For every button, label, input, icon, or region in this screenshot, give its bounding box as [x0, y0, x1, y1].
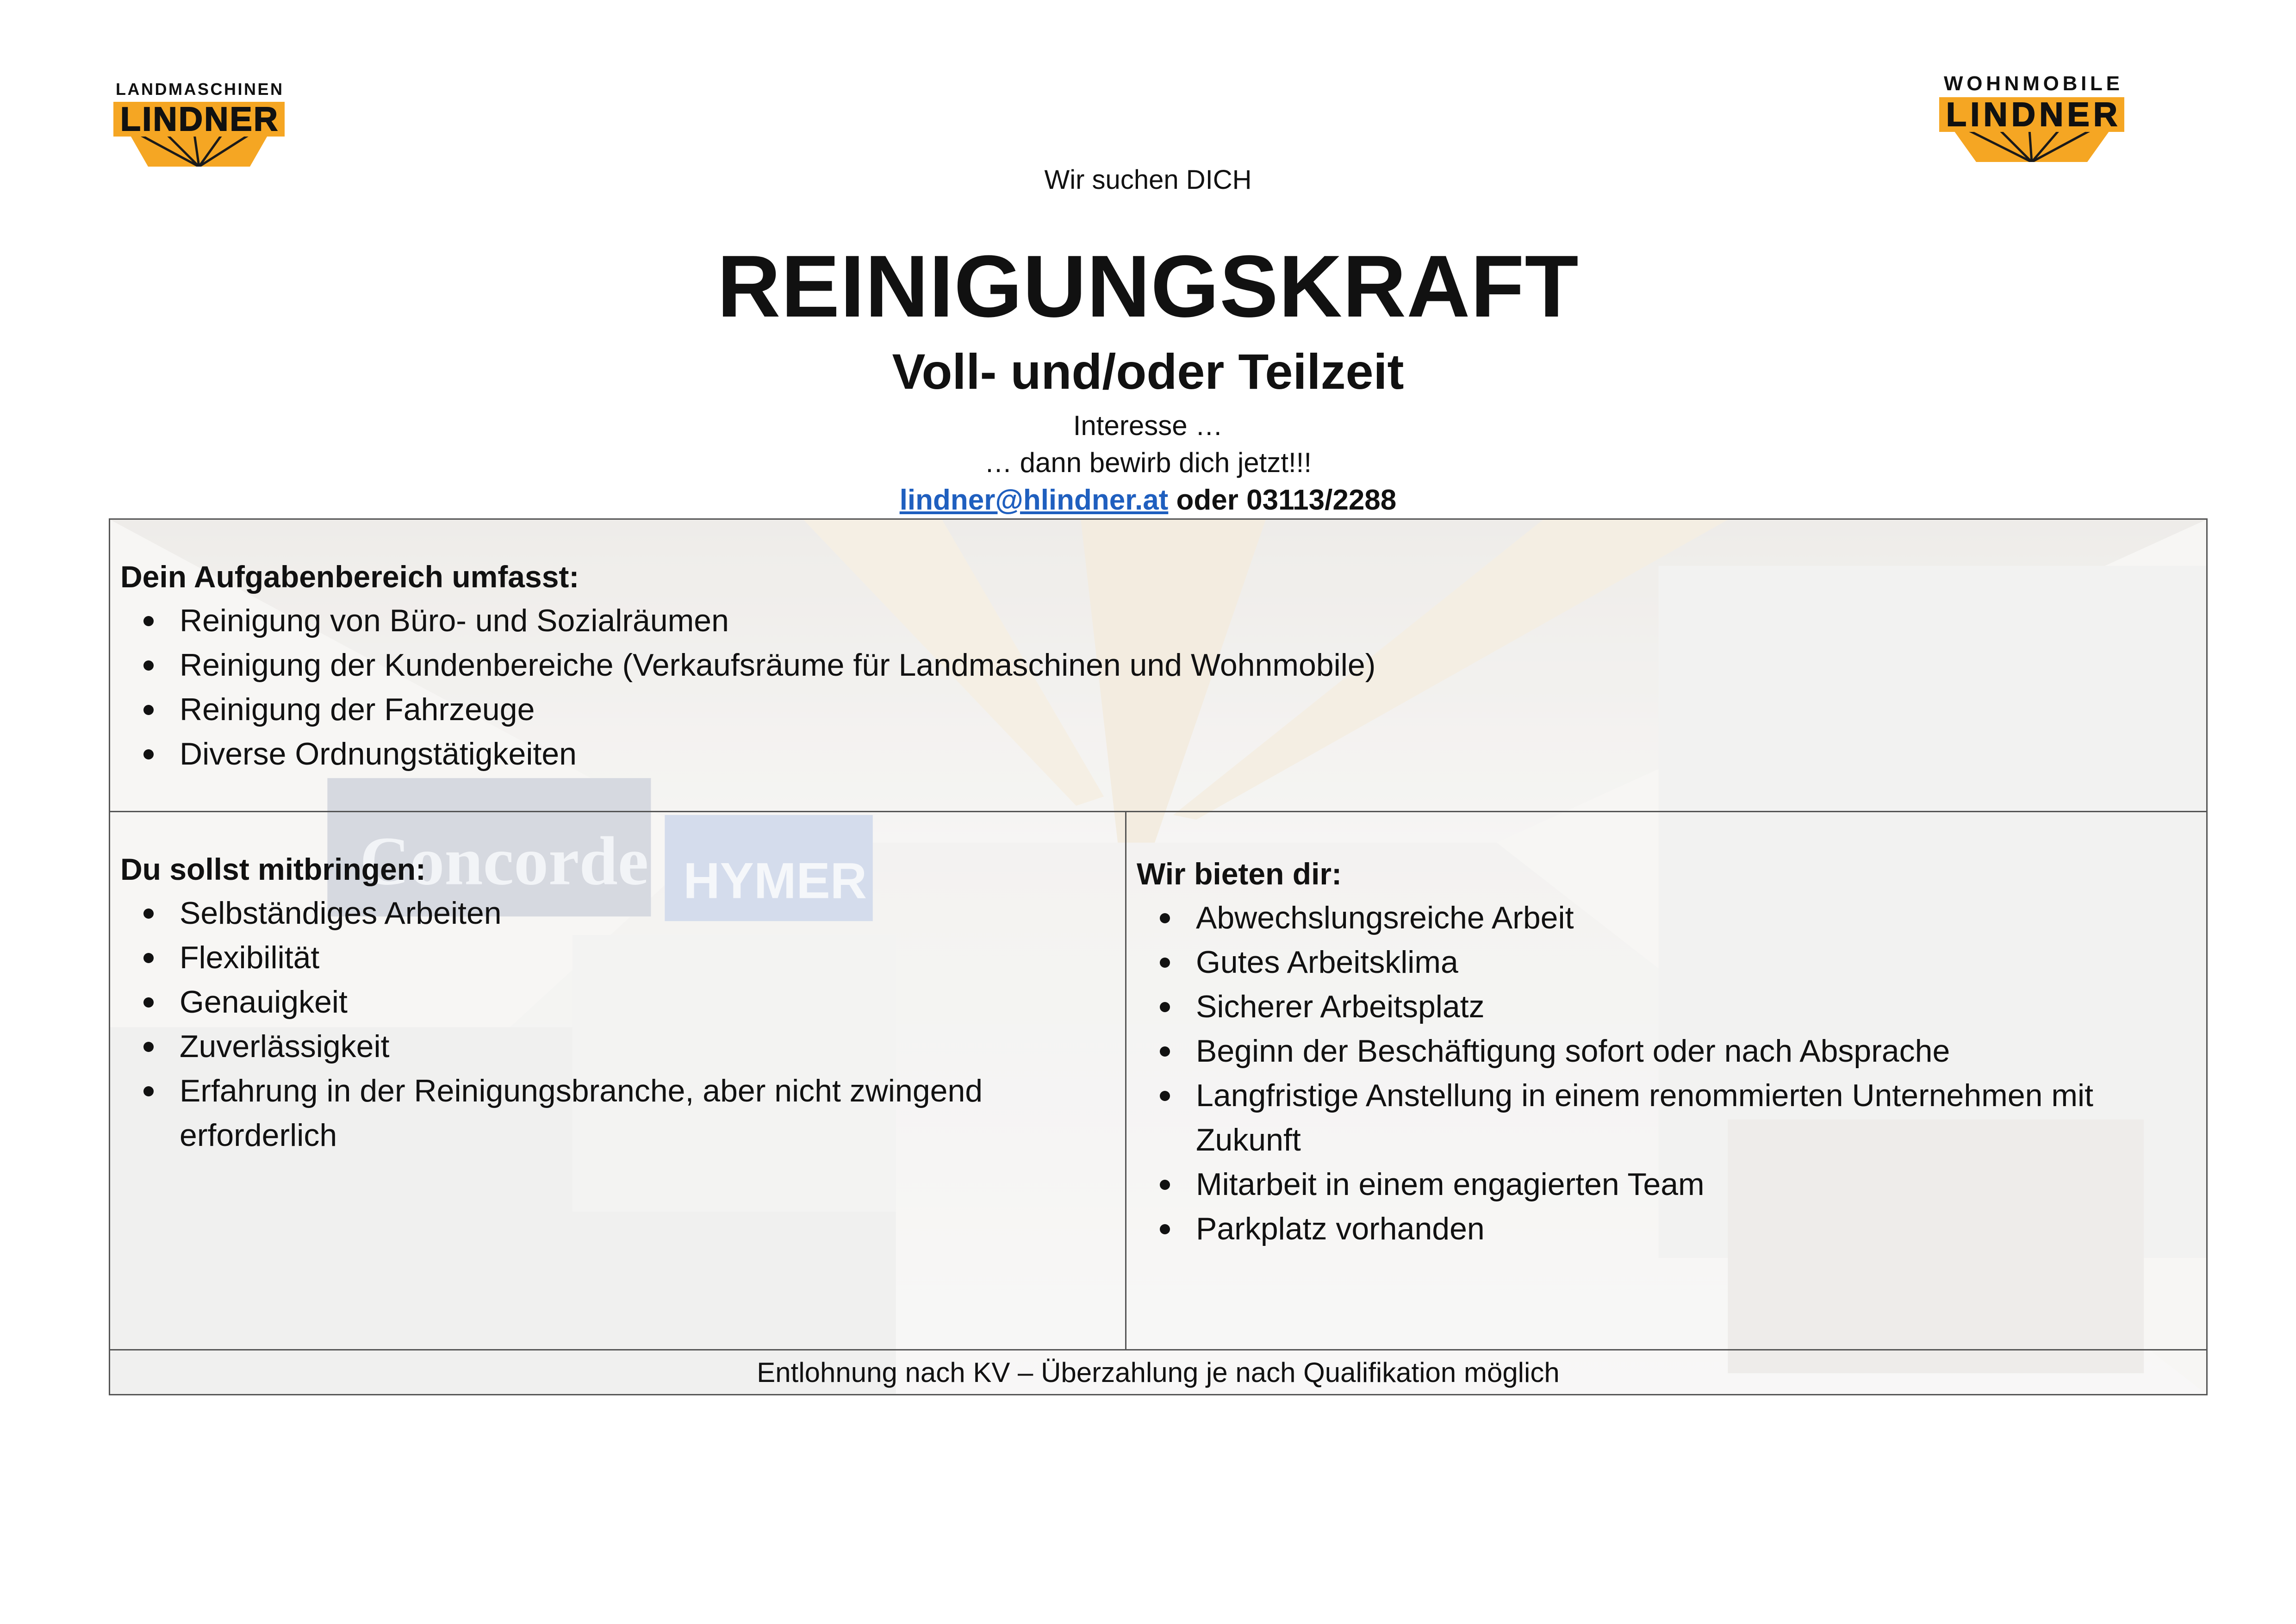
- offers-cell: [1126, 812, 2208, 1350]
- hymer-sign: HYMER: [683, 852, 867, 909]
- email-link[interactable]: lindner@hlindner.at: [899, 484, 1169, 516]
- list-item: Erfahrung in der Reinigungsbranche, aber nicht zwingend erforderlich: [110, 1069, 1059, 1157]
- logo-left-brand: LINDNER: [120, 101, 278, 138]
- tasks-list: [110, 598, 2147, 776]
- interest-line: Interesse …: [1073, 410, 1223, 441]
- logo-left-toptext: LANDMASCHINEN: [116, 80, 282, 99]
- contact-line: [0, 484, 2296, 516]
- info-table: [109, 518, 2208, 1395]
- requirements-cell: [110, 812, 1126, 1350]
- intro-text: Wir suchen DICH: [1044, 165, 1252, 195]
- salary-footer: Entlohnung nach KV – Überzahlung je nach Qualifikation möglich: [757, 1357, 1560, 1388]
- list-item: Beginn der Beschäftigung sofort oder nach Absprache: [1126, 1029, 2186, 1073]
- requirements-list: [110, 891, 1059, 1157]
- list-item: Genauigkeit: [110, 980, 1059, 1024]
- list-item: Gutes Arbeitsklima: [1126, 940, 2186, 984]
- wohnmobile-lindner-logo: [1935, 69, 2129, 162]
- list-item: Reinigung der Fahrzeuge: [110, 687, 2147, 732]
- job-title: REINIGUNGSKRAFT: [717, 237, 1579, 336]
- phone-text: oder 03113/2288: [1168, 484, 1397, 516]
- logo-right-brand: LINDNER: [1946, 96, 2117, 133]
- tasks-heading: Dein Aufgabenbereich umfasst:: [120, 560, 579, 594]
- offers-list: [1126, 896, 2186, 1251]
- list-item: Abwechslungsreiche Arbeit: [1126, 896, 2186, 940]
- list-item: Flexibilität: [110, 935, 1059, 980]
- list-item: Diverse Ordnungstätigkeiten: [110, 732, 2147, 776]
- tasks-cell: [110, 520, 2206, 812]
- requirements-heading: Du sollst mitbringen:: [120, 852, 426, 886]
- concorde-sign: Concorde: [360, 823, 649, 900]
- list-item: Sicherer Arbeitsplatz: [1126, 984, 2186, 1029]
- list-item: Zuverlässigkeit: [110, 1024, 1059, 1069]
- list-item: Langfristige Anstellung in einem renommierten Unternehmen mit Zukunft: [1126, 1073, 2186, 1162]
- list-item: Parkplatz vorhanden: [1126, 1207, 2186, 1251]
- list-item: Reinigung der Kundenbereiche (Verkaufsräume für Landmaschinen und Wohnmobile): [110, 643, 2147, 687]
- list-item: Mitarbeit in einem engagierten Team: [1126, 1162, 2186, 1207]
- logo-right-toptext: WOHNMOBILE: [1944, 72, 2120, 95]
- offers-heading: Wir bieten dir:: [1137, 857, 1342, 891]
- list-item: Reinigung von Büro- und Sozialräumen: [110, 598, 2147, 643]
- landmaschinen-lindner-logo: [111, 74, 287, 167]
- job-type: Voll- und/oder Teilzeit: [892, 343, 1404, 399]
- apply-line: … dann bewirb dich jetzt!!!: [984, 447, 1312, 478]
- list-item: Selbständiges Arbeiten: [110, 891, 1059, 935]
